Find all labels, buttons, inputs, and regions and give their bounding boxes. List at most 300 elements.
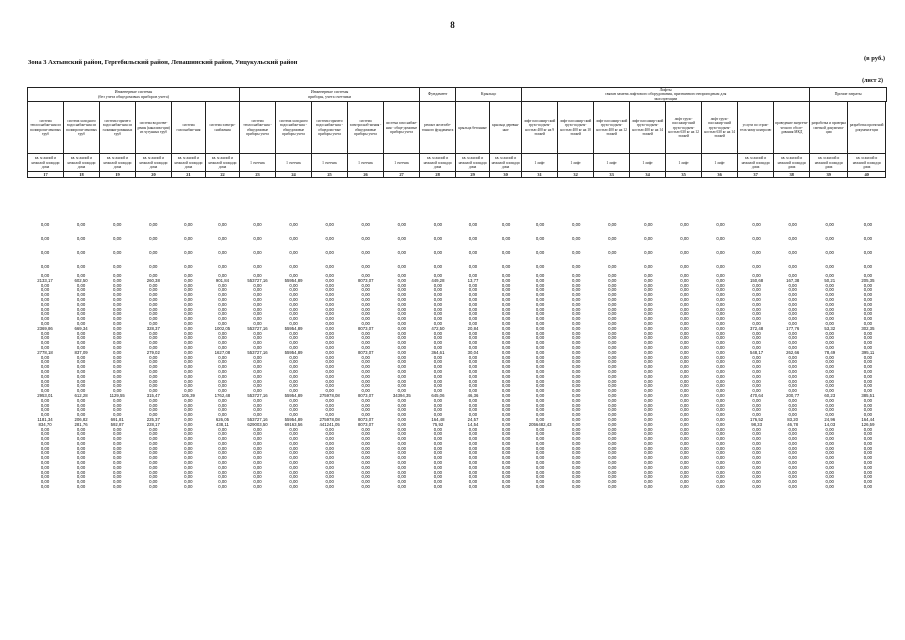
table-cell: 0,00 <box>289 249 298 255</box>
table-cell: 55954,89 <box>284 393 303 398</box>
column-header: система горячего водоснабже-ния - общедомо-вые приборы учета <box>312 102 348 154</box>
table-cell: 0,00 <box>361 336 370 341</box>
table-cell: 0,00 <box>289 441 298 446</box>
table-cell: 0,00 <box>680 369 689 374</box>
table-cell: 0,00 <box>76 413 86 418</box>
table-cell: 0,00 <box>501 465 511 470</box>
table-cell: 0,00 <box>468 451 478 456</box>
table-cell: 0,00 <box>113 317 122 322</box>
unit-header: кв. м жилой и нежилой площади дома <box>64 154 100 172</box>
table-cell: 0,00 <box>40 461 50 466</box>
column-number: 29 <box>456 172 490 178</box>
table-cell: 0,00 <box>716 470 725 475</box>
table-cell: 0,00 <box>149 345 158 350</box>
table-cell: 0,00 <box>535 437 545 442</box>
table-cell: 0,00 <box>572 417 581 422</box>
table-cell: 0,00 <box>468 312 478 317</box>
table-cell: 0,00 <box>397 441 406 446</box>
table-cell: 0,00 <box>184 465 193 470</box>
column-header: крыльца бетонные <box>456 102 490 154</box>
table-cell: 0,00 <box>825 470 834 475</box>
table-cell: 0,00 <box>468 408 478 413</box>
table-cell: 0,00 <box>608 413 617 418</box>
table-cell: 0,00 <box>76 274 86 278</box>
table-cell: 0,00 <box>644 297 653 302</box>
column-number: 34 <box>630 172 666 178</box>
table-cell: 1181,34 <box>37 417 53 422</box>
table-cell: 0,00 <box>218 413 227 418</box>
table-cell: 0,00 <box>572 345 581 350</box>
table-cell: 0,00 <box>608 456 617 461</box>
table-cell: 0,00 <box>397 249 406 255</box>
table-cell: 0,00 <box>716 475 725 480</box>
table-cell: 0,00 <box>572 331 581 336</box>
table-cell: 0,00 <box>113 441 122 446</box>
table-cell: 0,00 <box>644 403 653 408</box>
column-number: 40 <box>848 172 886 178</box>
table-cell: 0,00 <box>644 350 653 355</box>
unit-header: кв. м жилой и нежилой площади дома <box>774 154 810 172</box>
table-cell: 0,00 <box>716 465 725 470</box>
table-cell: 0,00 <box>825 331 834 336</box>
table-cell: 0,00 <box>788 413 797 418</box>
table-cell: 0,00 <box>608 465 617 470</box>
table-cell: 0,00 <box>113 485 122 490</box>
table-cell: 0,00 <box>113 321 122 326</box>
table-cell: 0,00 <box>535 283 545 288</box>
table-cell: 364,61 <box>431 350 445 355</box>
table-cell: 0,00 <box>433 446 443 451</box>
table-cell: 0,00 <box>184 274 193 278</box>
table-cell: 0,00 <box>501 379 511 384</box>
table-cell: 0,00 <box>40 465 50 470</box>
table-cell: 0,00 <box>325 446 334 451</box>
table-cell: 0,00 <box>184 288 193 293</box>
table-cell: 0,00 <box>468 221 478 227</box>
table-cell: 0,00 <box>680 422 689 427</box>
column-number: 33 <box>594 172 630 178</box>
table-cell: 0,00 <box>289 307 298 312</box>
table-cell: 24,96 <box>824 417 836 422</box>
table-cell: 0,00 <box>361 274 370 278</box>
table-cell: 0,00 <box>76 365 86 370</box>
table-cell: 0,00 <box>253 389 262 394</box>
table-cell: 0,00 <box>608 307 617 312</box>
table-cell: 0,00 <box>788 403 797 408</box>
table-cell: 0,00 <box>184 422 193 427</box>
table-cell: 0,00 <box>113 403 122 408</box>
table-cell: 0,00 <box>218 470 227 475</box>
table-cell: 0,00 <box>149 263 158 269</box>
table-cell: 0,00 <box>289 475 298 480</box>
table-cell: 0,00 <box>572 437 581 442</box>
table-cell: 0,00 <box>644 408 653 413</box>
table-cell: 0,00 <box>325 278 334 283</box>
table-cell: 0,00 <box>433 384 443 389</box>
table-cell: 0,00 <box>289 389 298 394</box>
column-header: лифт пассажир-ский грузо-подъем-ностью 400 кг на 9 этажей <box>522 102 558 154</box>
unit-header: кв. м жилой и нежилой площади дома <box>456 154 490 172</box>
group-header: Инженерные системы (без учета общедомовых приборов учета) <box>28 88 240 102</box>
table-cell: 0,00 <box>863 331 873 336</box>
table-cell: 0,00 <box>863 384 873 389</box>
table-cell: 0,00 <box>184 374 193 379</box>
table-cell: 0,00 <box>433 475 443 480</box>
table-cell: 302,35 <box>861 326 875 331</box>
table-cell: 472,50 <box>431 326 445 331</box>
table-cell: 0,00 <box>218 437 227 442</box>
table-cell: 0,00 <box>825 413 834 418</box>
table-cell: 0,00 <box>40 302 50 307</box>
table-cell: 0,00 <box>752 293 761 298</box>
table-cell: 0,00 <box>572 374 581 379</box>
table-cell: 0,00 <box>184 326 193 331</box>
table-cell: 46,36 <box>467 393 479 398</box>
table-cell: 0,00 <box>433 302 443 307</box>
table-cell: 0,00 <box>535 293 545 298</box>
table-cell: 0,00 <box>361 470 370 475</box>
table-row <box>27 485 887 490</box>
table-cell: 0,00 <box>433 312 443 317</box>
table-cell: 1002,05 <box>214 326 231 331</box>
table-cell: 0,00 <box>572 441 581 446</box>
table-cell: 0,00 <box>680 408 689 413</box>
table-cell: 0,00 <box>397 331 406 336</box>
table-cell: 0,00 <box>40 235 50 241</box>
table-cell: 0,00 <box>468 345 478 350</box>
table-cell: 0,00 <box>149 355 158 360</box>
table-cell: 0,00 <box>825 365 834 370</box>
table-cell: 0,00 <box>361 312 370 317</box>
table-cell: 0,00 <box>325 384 334 389</box>
table-cell: 0,00 <box>501 321 511 326</box>
table-cell: 0,00 <box>608 470 617 475</box>
table-cell: 205,35 <box>861 278 875 283</box>
table-cell: 0,00 <box>680 441 689 446</box>
table-cell: 0,00 <box>433 369 443 374</box>
table-cell: 0,00 <box>289 470 298 475</box>
column-header: проведение энергети-ческого обсле-дования МКД <box>774 102 810 154</box>
table-cell: 0,00 <box>253 341 262 346</box>
table-cell: 0,00 <box>535 336 545 341</box>
table-cell: 0,00 <box>468 249 478 255</box>
table-cell: 0,00 <box>325 317 334 322</box>
table-cell: 0,00 <box>76 302 86 307</box>
table-cell: 0,00 <box>752 475 761 480</box>
table-cell: 0,00 <box>433 263 443 269</box>
table-cell: 55954,89 <box>284 278 303 283</box>
table-cell: 0,00 <box>644 341 653 346</box>
table-cell: 0,00 <box>825 461 834 466</box>
table-cell: 0,00 <box>113 326 122 331</box>
table-cell: 0,00 <box>501 297 511 302</box>
column-header: система газоснабже-ния <box>172 102 206 154</box>
table-cell: 0,00 <box>361 355 370 360</box>
table-cell: 0,00 <box>184 456 193 461</box>
table-cell: 0,00 <box>113 360 122 365</box>
table-cell: 0,00 <box>325 274 334 278</box>
table-cell: 0,00 <box>716 432 725 437</box>
table-cell: 0,00 <box>752 274 761 278</box>
table-cell: 0,00 <box>788 485 797 490</box>
table-cell: 315,47 <box>146 393 160 398</box>
table-cell: 553727,16 <box>247 278 268 283</box>
table-cell: 0,00 <box>535 317 545 322</box>
table-cell: 0,00 <box>433 297 443 302</box>
table-cell: 55954,89 <box>284 417 303 422</box>
table-cell: 0,00 <box>788 465 797 470</box>
table-cell: 0,00 <box>361 235 370 241</box>
table-cell: 0,00 <box>535 321 545 326</box>
table-cell: 0,00 <box>397 437 406 442</box>
table-cell: 0,00 <box>608 331 617 336</box>
table-cell: 0,00 <box>184 283 193 288</box>
table-cell: 13,77 <box>467 278 479 283</box>
table-cell: 8073,07 <box>357 422 374 427</box>
table-cell: 0,00 <box>218 451 227 456</box>
table-cell: 0,00 <box>468 369 478 374</box>
table-cell: 279,02 <box>146 350 160 355</box>
column-header: лифт грузо-пассажир-ский грузо-подъем-ностью 630 кг на 14 этажей <box>702 102 738 154</box>
table-cell: 177,76 <box>786 326 800 331</box>
table-cell: 0,00 <box>433 456 443 461</box>
table-cell: 30,04 <box>467 350 479 355</box>
table-cell: 0,00 <box>535 331 545 336</box>
table-cell: 0,00 <box>325 345 334 350</box>
table-cell: 0,00 <box>468 398 478 403</box>
table-cell: 0,00 <box>535 413 545 418</box>
table-cell: 0,00 <box>825 345 834 350</box>
table-cell: 0,00 <box>788 274 797 278</box>
table-cell: 0,00 <box>863 345 873 350</box>
table-cell: 53,32 <box>824 326 836 331</box>
table-cell: 0,00 <box>644 326 653 331</box>
table-cell: 0,00 <box>680 379 689 384</box>
table-cell: 0,00 <box>184 470 193 475</box>
table-cell: 0,00 <box>40 312 50 317</box>
table-cell: 0,00 <box>716 480 725 485</box>
table-cell: 0,00 <box>572 326 581 331</box>
table-cell: 669,34 <box>74 326 88 331</box>
table-cell: 0,00 <box>433 403 443 408</box>
table-cell: 0,00 <box>608 360 617 365</box>
table-cell: 0,00 <box>535 441 545 446</box>
table-cell: 0,00 <box>608 336 617 341</box>
table-cell: 0,00 <box>253 456 262 461</box>
table-cell: 0,00 <box>535 393 545 398</box>
unit-header: кв. м жилой и нежилой площади дома <box>490 154 522 172</box>
table-cell: 0,00 <box>644 446 653 451</box>
table-cell: 0,00 <box>253 307 262 312</box>
table-cell: 0,00 <box>501 283 511 288</box>
table-cell: 0,00 <box>825 374 834 379</box>
table-cell: 0,00 <box>40 413 50 418</box>
table-cell: 0,00 <box>752 485 761 490</box>
table-cell: 0,00 <box>608 317 617 322</box>
table-cell: 0,00 <box>113 293 122 298</box>
table-cell: 0,00 <box>825 480 834 485</box>
table-cell: 0,00 <box>113 221 122 227</box>
table-cell: 0,00 <box>788 427 797 432</box>
table-cell: 0,00 <box>535 221 545 227</box>
table-cell: 0,00 <box>535 345 545 350</box>
table-cell: 0,00 <box>535 350 545 355</box>
unit-header: 1 лифт <box>558 154 594 172</box>
table-cell: 0,00 <box>397 365 406 370</box>
table-cell: 0,00 <box>863 403 873 408</box>
column-number: 36 <box>702 172 738 178</box>
table-cell: 0,00 <box>788 263 797 269</box>
table-cell: 0,00 <box>752 413 761 418</box>
table-cell: 0,00 <box>680 389 689 394</box>
table-cell: 0,00 <box>752 470 761 475</box>
table-cell: 0,00 <box>501 369 511 374</box>
table-cell: 0,00 <box>863 307 873 312</box>
table-cell: 0,00 <box>644 441 653 446</box>
table-cell: 0,00 <box>325 365 334 370</box>
table-cell: 0,00 <box>325 293 334 298</box>
table-cell: 0,00 <box>752 389 761 394</box>
table-cell: 0,00 <box>253 293 262 298</box>
table-cell: 0,00 <box>716 374 725 379</box>
table-cell: 0,00 <box>361 365 370 370</box>
table-cell: 0,00 <box>608 312 617 317</box>
table-cell: 0,00 <box>680 321 689 326</box>
table-cell: 0,00 <box>468 427 478 432</box>
table-cell: 553727,16 <box>247 393 268 398</box>
table-cell: 0,00 <box>716 331 725 336</box>
table-cell: 0,00 <box>397 336 406 341</box>
column-header: система холодного водоснабже-ния - общедомовые приборы учета <box>276 102 312 154</box>
table-cell: 8073,07 <box>357 326 374 331</box>
table-cell: 0,00 <box>752 446 761 451</box>
table-cell: 0,00 <box>863 398 873 403</box>
table-cell: 1762,48 <box>214 393 231 398</box>
table-cell: 0,00 <box>716 365 725 370</box>
table-cell: 0,00 <box>76 456 86 461</box>
currency-note: (в руб.) <box>863 55 885 62</box>
table-cell: 0,00 <box>289 480 298 485</box>
table-cell: 0,00 <box>752 465 761 470</box>
table-cell: 0,00 <box>716 326 725 331</box>
table-cell: 0,00 <box>184 331 193 336</box>
table-cell: 0,00 <box>680 485 689 490</box>
table-cell: 0,00 <box>40 317 50 322</box>
table-cell: 0,00 <box>113 345 122 350</box>
table-cell: 0,00 <box>113 475 122 480</box>
table-cell: 0,00 <box>325 389 334 394</box>
table-cell: 0,00 <box>788 384 797 389</box>
table-cell: 0,00 <box>184 408 193 413</box>
table-cell: 0,00 <box>253 427 262 432</box>
table-cell: 0,00 <box>40 369 50 374</box>
table-cell: 0,00 <box>289 317 298 322</box>
table-cell: 0,00 <box>325 355 334 360</box>
table-cell: 24,57 <box>467 417 479 422</box>
table-cell: 0,00 <box>644 413 653 418</box>
table-cell: 0,00 <box>76 446 86 451</box>
table-cell: 0,00 <box>680 293 689 298</box>
table-cell: 0,00 <box>149 336 158 341</box>
table-cell: 0,00 <box>253 403 262 408</box>
table-cell: 0,00 <box>608 221 617 227</box>
table-cell: 0,00 <box>40 485 50 490</box>
table-cell: 0,00 <box>397 465 406 470</box>
table-cell: 0,00 <box>113 384 122 389</box>
table-cell: 0,00 <box>76 384 86 389</box>
table-cell: 0,00 <box>608 297 617 302</box>
table-cell: 0,00 <box>716 413 725 418</box>
table-cell: 0,00 <box>752 374 761 379</box>
table-cell: 0,00 <box>863 317 873 322</box>
table-cell: 0,00 <box>218 389 227 394</box>
table-cell: 0,00 <box>752 456 761 461</box>
table-cell: 0,00 <box>40 274 50 278</box>
table-cell: 0,00 <box>289 403 298 408</box>
column-number: 31 <box>522 172 558 178</box>
table-cell: 0,00 <box>680 297 689 302</box>
table-cell: 0,00 <box>433 235 443 241</box>
table-cell: 206,82 <box>74 417 88 422</box>
table-cell: 0,00 <box>184 389 193 394</box>
table-cell: 0,00 <box>218 465 227 470</box>
table-cell: 0,00 <box>680 456 689 461</box>
table-cell: 0,00 <box>716 403 725 408</box>
table-cell: 0,00 <box>644 422 653 427</box>
table-cell: 0,00 <box>149 465 158 470</box>
table-cell: 553727,16 <box>247 326 268 331</box>
table-cell: 2778,18 <box>37 350 53 355</box>
table-cell: 0,00 <box>325 485 334 490</box>
table-cell: 0,00 <box>253 336 262 341</box>
table-cell: 0,00 <box>680 326 689 331</box>
table-cell: 0,00 <box>40 336 50 341</box>
table-cell: 0,00 <box>468 263 478 269</box>
table-cell: 0,00 <box>149 446 158 451</box>
table-cell: 0,00 <box>501 355 511 360</box>
column-header: система газоснабже-ния - обще-домовые приборы учета <box>384 102 420 154</box>
table-cell: 0,00 <box>788 321 797 326</box>
table-cell: 0,00 <box>501 437 511 442</box>
table-cell: 0,00 <box>752 432 761 437</box>
table-cell: 275978,08 <box>319 417 340 422</box>
table-cell: 0,00 <box>535 451 545 456</box>
table-cell: 0,00 <box>289 345 298 350</box>
table-cell: 0,00 <box>863 475 873 480</box>
table-cell: 0,00 <box>433 360 443 365</box>
table-cell: 0,00 <box>184 384 193 389</box>
table-cell: 0,00 <box>501 307 511 312</box>
table-cell: 0,00 <box>572 398 581 403</box>
table-cell: 0,00 <box>788 336 797 341</box>
table-cell: 0,00 <box>361 398 370 403</box>
table-cell: 0,00 <box>76 235 86 241</box>
table-cell: 0,00 <box>113 274 122 278</box>
table-cell: 0,00 <box>40 293 50 298</box>
table-cell: 0,00 <box>716 398 725 403</box>
table-cell: 0,00 <box>535 249 545 255</box>
table-cell: 0,00 <box>397 321 406 326</box>
table-cell: 0,00 <box>716 446 725 451</box>
table-cell: 0,00 <box>76 398 86 403</box>
table-cell: 0,00 <box>644 355 653 360</box>
column-number: 18 <box>64 172 100 178</box>
table-cell: 0,00 <box>289 355 298 360</box>
table-cell: 0,00 <box>433 432 443 437</box>
table-cell: 275978,08 <box>319 393 340 398</box>
table-cell: 0,00 <box>253 355 262 360</box>
table-cell: 0,00 <box>752 437 761 442</box>
